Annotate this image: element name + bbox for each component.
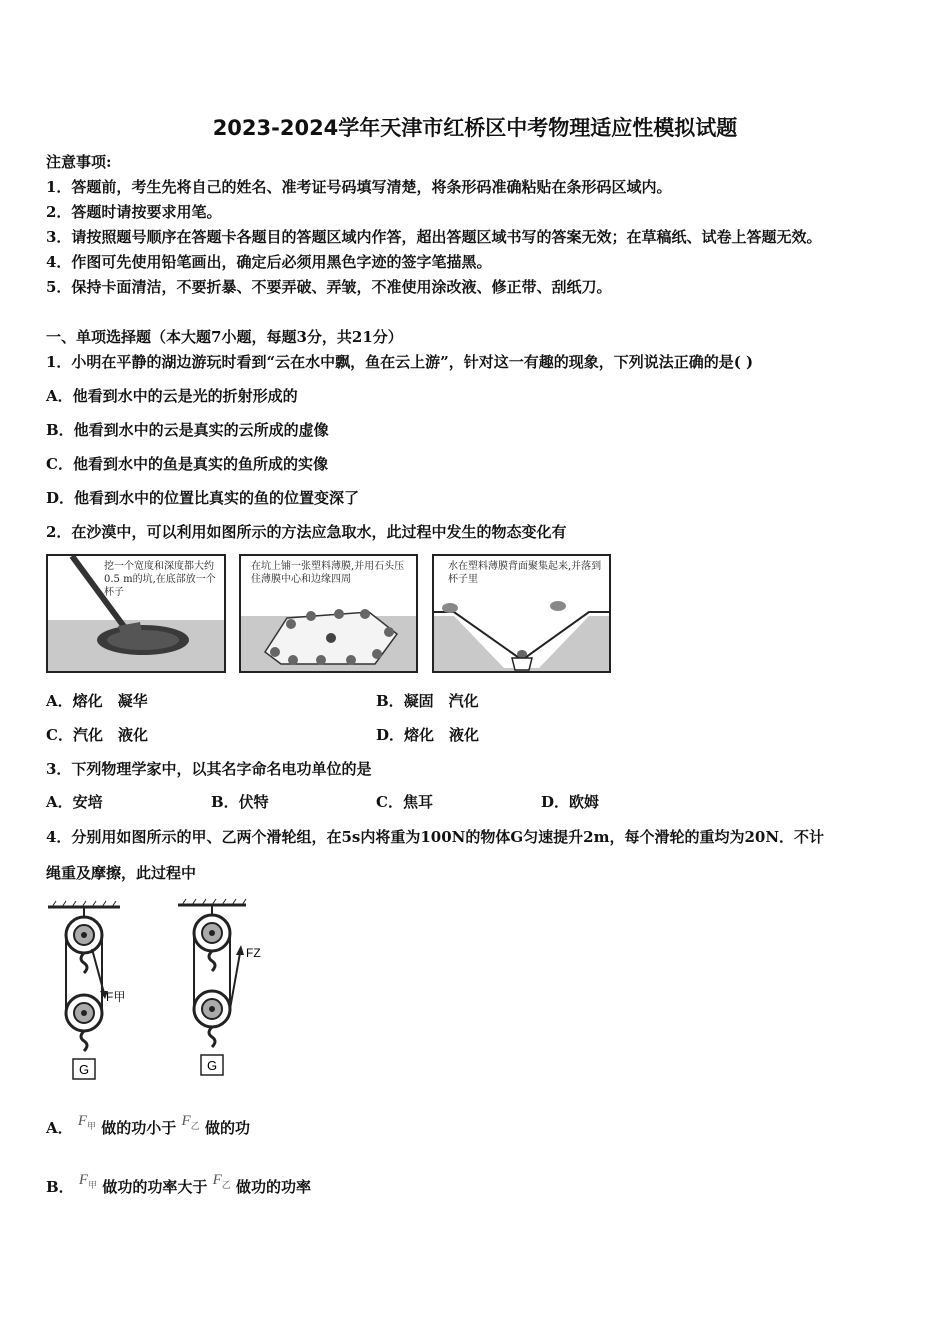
weight-label-g: G	[206, 1058, 218, 1073]
notice-item: 4．作图可先使用铅笔画出，确定后必须用黑色字迹的签字笔描黑。	[46, 253, 492, 271]
pulley-systems-figure	[40, 895, 280, 1085]
option-a-mid: 做的功小于	[101, 1119, 177, 1137]
question-2-option-d: D．熔化 液化	[376, 726, 480, 744]
question-1-option-a: A．他看到水中的云是光的折射形成的	[46, 387, 298, 405]
option-b-prefix: B．	[46, 1178, 74, 1196]
figure-3-caption: 水在塑料薄膜背面聚集起来,并落到杯子里	[448, 561, 602, 585]
desert-figure-3	[432, 554, 611, 673]
question-4-stem-cont: 绳重及摩擦，此过程中	[46, 864, 197, 882]
force-label-yi: FZ	[246, 946, 261, 960]
question-3-option-d: D．欧姆	[541, 793, 600, 811]
option-a-prefix: A．	[46, 1119, 73, 1137]
force-label-jia: F甲	[106, 990, 126, 1004]
question-2-option-c: C．汽化 液化	[46, 726, 148, 744]
question-1-option-b: B．他看到水中的云是真实的云所成的虚像	[46, 421, 329, 439]
question-3-option-c: C．焦耳	[376, 793, 433, 811]
question-4-option-b	[46, 1172, 312, 1203]
pulley-system-jia	[48, 901, 125, 1079]
f-yi-symbol: $F_乙$	[181, 1113, 200, 1131]
section-heading: 一、单项选择题（本大题7小题，每题3分，共21分）	[46, 328, 403, 346]
option-b-mid: 做功的功率大于	[102, 1178, 208, 1196]
figure-1-caption: 挖一个宽度和深度都大约0.5 m的坑,在底部放一个杯子	[104, 561, 216, 598]
notice-item: 5．保持卡面清洁，不要折暴、不要弄破、弄皱，不准使用涂改液、修正带、刮纸刀。	[46, 278, 612, 296]
question-3-option-a: A．安培	[46, 793, 103, 811]
notice-item: 3．请按照题号顺序在答题卡各题目的答题区域内作答，超出答题区域书写的答案无效；在草稿纸、试卷上答题无效。	[46, 228, 822, 246]
question-2-stem: 2．在沙漠中，可以利用如图所示的方法应急取水，此过程中发生的物态变化有	[46, 523, 567, 541]
question-3-option-b: B．伏特	[211, 793, 269, 811]
question-4-option-a	[46, 1113, 250, 1144]
desert-figure-2	[239, 554, 418, 673]
weight-label-g: G	[78, 1062, 90, 1077]
page-title: 2023-2024学年天津市红桥区中考物理适应性模拟试题	[212, 116, 738, 140]
pulley-system-yi	[178, 899, 261, 1075]
figure-2-caption: 在坑上铺一张塑料薄膜,并用石头压住薄膜中心和边缘四周	[251, 561, 405, 585]
question-1-option-c: C．他看到水中的鱼是真实的鱼所成的实像	[46, 455, 328, 473]
notice-heading: 注意事项:	[46, 153, 112, 171]
f-jia-symbol: $F_甲$	[77, 1113, 97, 1131]
notice-item: 2．答题时请按要求用笔。	[46, 203, 222, 221]
option-a-end: 做的功	[204, 1119, 250, 1137]
option-b-end: 做功的功率	[236, 1178, 312, 1196]
desert-figure-1	[46, 554, 226, 673]
notice-item: 1．答题前，考生先将自己的姓名、准考证号码填写清楚，将条形码准确粘贴在条形码区域内。	[46, 178, 672, 196]
question-2-option-b: B．凝固 汽化	[376, 692, 479, 710]
f-yi-symbol: $F_乙$	[212, 1172, 231, 1190]
question-1-stem: 1．小明在平静的湖边游玩时看到“云在水中飘，鱼在云上游”，针对这一有趣的现象，下列说法正确的是( )	[46, 353, 754, 371]
question-4-stem: 4．分别用如图所示的甲、乙两个滑轮组，在5s内将重为100N的物体G匀速提升2m，每个滑轮的重均为20N．不计	[46, 828, 825, 846]
question-1-option-d: D．他看到水中的位置比真实的鱼的位置变深了	[46, 489, 360, 507]
question-3-stem: 3．下列物理学家中，以其名字命名电功单位的是	[46, 760, 372, 778]
f-jia-symbol: $F_甲$	[78, 1172, 98, 1190]
question-2-option-a: A．熔化 凝华	[46, 692, 148, 710]
